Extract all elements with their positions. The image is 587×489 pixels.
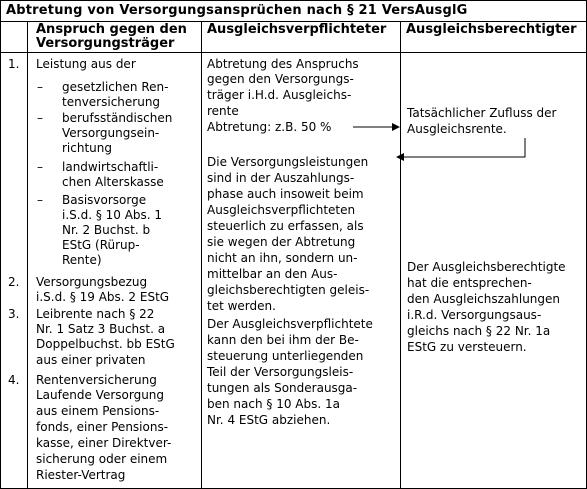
berechtigter-steuer-text: EStG zu versteuern. — [407, 340, 527, 354]
sub-item-text: Versorgungsein- — [62, 126, 160, 140]
verpflichteter-abtretung-text: gegen den Versorgungs- — [207, 72, 354, 86]
item3-text: Nr. 1 Satz 3 Buchst. a — [36, 322, 166, 336]
abtretung-percent-text: Abtretung: z.B. 50 % — [207, 120, 332, 134]
item1-intro: Leistung aus der — [36, 57, 136, 71]
verpflichteter-steuer-text: ben nach § 10 Abs. 1a — [207, 397, 340, 411]
verpflichteter-steuer-text: Ausgleichsverpflichteten — [207, 203, 356, 217]
verpflichteter-steuer-text: Teil der Versorgungsleis- — [207, 365, 354, 379]
item-number-4: 4. — [8, 373, 20, 387]
header-ausgleichsverpflichteter: Ausgleichsverpflichteter — [207, 22, 387, 37]
sub-item-text: Basisvorsorge — [62, 193, 147, 207]
item-number-3: 3. — [8, 307, 20, 321]
item4-text: Laufende Versorgung — [36, 388, 165, 402]
item2-text: Versorgungsbezug — [36, 275, 148, 289]
berechtigter-zufluss-text: Tatsächlicher Zufluss der — [407, 106, 557, 120]
verpflichteter-steuer-text: kann den bei ihm der Be- — [207, 333, 359, 347]
item3-text: aus einer privaten — [36, 353, 146, 367]
verpflichteter-steuer-text: Der Ausgleichsverpflichtete — [207, 317, 373, 331]
berechtigter-steuer-text: hat die entsprechen- — [407, 276, 532, 290]
item4-text: Riester-Vertrag — [36, 468, 126, 482]
berechtigter-steuer-text: i.R.d. Versorgungsaus- — [407, 308, 542, 322]
berechtigter-steuer-text: den Ausgleichszahlungen — [407, 292, 561, 306]
item4-text: fonds, einer Pensions- — [36, 420, 169, 434]
sub-item-text: chen Alterskasse — [62, 175, 164, 189]
header-rule — [0, 52, 587, 53]
verpflichteter-steuer-text: sind in der Auszahlungs- — [207, 171, 355, 185]
verpflichteter-steuer-text: phase auch insoweit beim — [207, 187, 364, 201]
sub-item-text: i.S.d. § 10 Abs. 1 — [62, 208, 163, 222]
col-divider-2 — [201, 21, 202, 489]
dash-bullet: – — [37, 80, 43, 94]
sub-item-text: richtung — [62, 141, 113, 155]
verpflichteter-steuer-text: tet werden. — [207, 299, 276, 313]
verpflichteter-steuer-text: nicht an ihn, sondern un- — [207, 251, 358, 265]
berechtigter-zufluss-text: Ausgleichsrente. — [407, 122, 507, 136]
header-anspruch-line-1: Anspruch gegen den — [36, 22, 187, 37]
verpflichteter-abtretung-text: träger i.H.d. Ausgleichs- — [207, 88, 352, 102]
verpflichteter-abtretung-text: Abtretung des Anspruchs — [207, 57, 359, 71]
verpflichteter-steuer-text: Nr. 4 EStG abziehen. — [207, 413, 331, 427]
item-number-1: 1. — [8, 57, 20, 71]
dash-bullet: – — [37, 193, 43, 207]
item4-text: Rentenversicherung — [36, 373, 157, 387]
verpflichteter-steuer-text: sie wegen der Abtretung — [207, 235, 356, 249]
table-border-top — [0, 0, 587, 1]
sub-item-text: EStG (Rürup- — [62, 238, 140, 252]
sub-item-text: Rente) — [62, 253, 102, 267]
sub-item-text: gesetzlichen Ren- — [62, 80, 169, 94]
berechtigter-steuer-text: Der Ausgleichsberechtigte — [407, 260, 566, 274]
dash-bullet: – — [37, 160, 43, 174]
verpflichteter-steuer-text: steuerung unterliegenden — [207, 349, 364, 363]
abtretung-right-arrow-icon — [352, 121, 402, 133]
verpflichteter-steuer-text: mittelbar an den Aus- — [207, 267, 338, 281]
verpflichteter-steuer-text: tungen als Sonderausga- — [207, 381, 358, 395]
verpflichteter-steuer-text: Die Versorgungsleistungen — [207, 155, 369, 169]
item4-text: aus einem Pensions- — [36, 404, 160, 418]
col-divider-1 — [27, 21, 28, 489]
zufluss-return-arrow-icon — [394, 137, 529, 163]
item2-text: i.S.d. § 19 Abs. 2 EStG — [36, 290, 170, 304]
berechtigter-steuer-text: gleichs nach § 22 Nr. 1a — [407, 324, 551, 338]
sub-item-text: landwirtschaftli- — [62, 160, 159, 174]
verpflichteter-steuer-text: steuerlich zu erfassen, als — [207, 219, 364, 233]
verpflichteter-abtretung-text: rente — [207, 104, 239, 118]
sub-item-text: berufsständischen — [62, 111, 173, 125]
item4-text: sicherung oder einem — [36, 452, 168, 466]
item4-text: kasse, einer Direktver- — [36, 436, 172, 450]
item3-text: Doppelbuchst. bb EStG — [36, 337, 175, 351]
table-title: Abtretung von Versorgungsansprüchen nach § 21 VersAusglG — [6, 3, 468, 18]
header-ausgleichsberechtigter: Ausgleichsberechtigter — [406, 22, 577, 37]
table-border-left — [0, 0, 1, 489]
col-divider-3 — [400, 21, 401, 489]
item-number-2: 2. — [8, 275, 20, 289]
header-anspruch-line-2: Versorgungsträger — [36, 36, 175, 51]
item3-text: Leibrente nach § 22 — [36, 307, 155, 321]
sub-item-text: tenversicherung — [62, 95, 161, 109]
verpflichteter-steuer-text: gleichsberechtigten geleis- — [207, 283, 370, 297]
dash-bullet: – — [37, 111, 43, 125]
sub-item-text: Nr. 2 Buchst. b — [62, 223, 151, 237]
